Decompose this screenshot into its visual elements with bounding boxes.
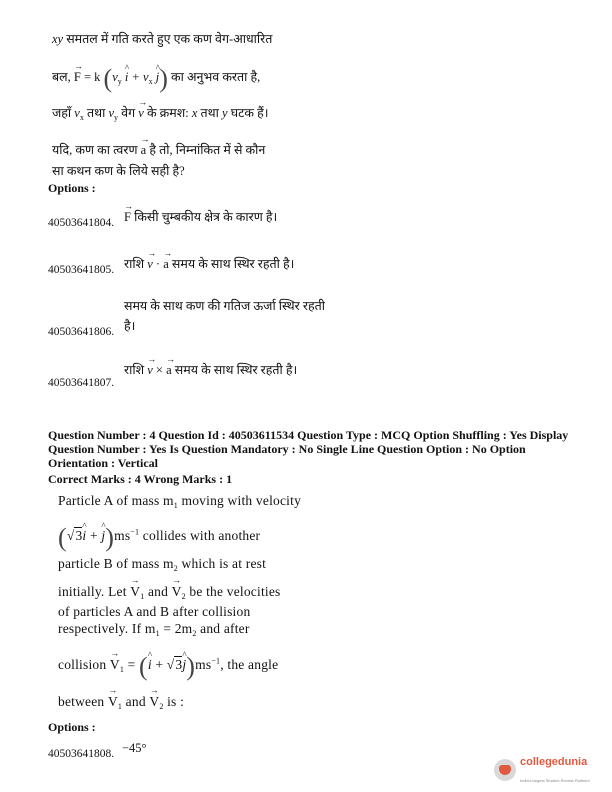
option-id: 40503641807. (48, 377, 115, 389)
q4-line-1: Particle A of mass $m_1$ moving with velocity (58, 493, 302, 510)
q3-line-3: जहाँ $v_x$ तथा $v_y$ वेग → v के क्रमश: x तथा y घटक हैं। (52, 104, 269, 122)
q3-line-4: यदि, कण का त्वरण → a है तो, निम्नांकित में से कौन (52, 141, 265, 158)
options-label: Options : (48, 720, 96, 734)
logo-icon (494, 759, 516, 781)
option-text: समय के साथ कण की गतिज ऊर्जा स्थिर रहती (124, 299, 325, 313)
option-id: 40503641804. (48, 217, 115, 229)
q4-line-2: (√3^ i + ^ $j)ms^{-1}$ collides with another (58, 523, 260, 553)
question-header-line: Question Number : 4 Question Id : 40503611534 Question Type : MCQ Option Shuffling : Yes Display (48, 428, 569, 442)
collegedunia-logo: collegedunia India's largest Student Review Platform (494, 754, 590, 786)
question-header-line: Question Number : Yes Is Question Mandatory : No Single Line Question Option : No Option (48, 442, 526, 456)
q4-line-8: between → $V_1$ and → $V_2$ is : (58, 694, 184, 711)
q4-line-4: initially. Let → $V_1$ and → $V_2$ be the velocities (58, 584, 281, 601)
option-text: राशि → v × → a समय के साथ स्थिर रहती है। (124, 361, 297, 378)
q3-line-1: xy समतल में गति करते हुए एक कण वेग-आधारित (52, 32, 273, 46)
option-id: 40503641805. (48, 264, 115, 276)
q4-line-6: respectively. If $m_1 = 2m_2$ and after (58, 621, 250, 638)
q4-line-5: of particles A and B after collision (58, 604, 251, 619)
marks-line: Correct Marks : 4 Wrong Marks : 1 (48, 472, 233, 486)
question-header-line: Orientation : Vertical (48, 456, 158, 470)
q3-line-2: बल, → F = k ($v_y$ ^ $i + v_x$ ^ j) का अनुभव करता है, (52, 64, 260, 94)
option-text: है। (124, 319, 136, 333)
option-id: 40503641806. (48, 326, 115, 338)
option-text: राशि → v · → a समय के साथ स्थिर रहती है। (124, 255, 294, 272)
option-text: → F किसी चुम्बकीय क्षेत्र के कारण है। (124, 208, 277, 225)
q4-line-3: particle B of mass $m_2$ which is at rest (58, 556, 267, 573)
q4-line-7: collision → $V_1$ = (^ i + √3^ $j)ms^{-1}$, the angle (58, 652, 278, 682)
option-value: −45° (122, 741, 147, 755)
q3-line-5: सा कथन कण के लिये सही है? (52, 164, 185, 178)
options-label: Options : (48, 181, 96, 195)
option-id: 40503641808. (48, 748, 115, 760)
